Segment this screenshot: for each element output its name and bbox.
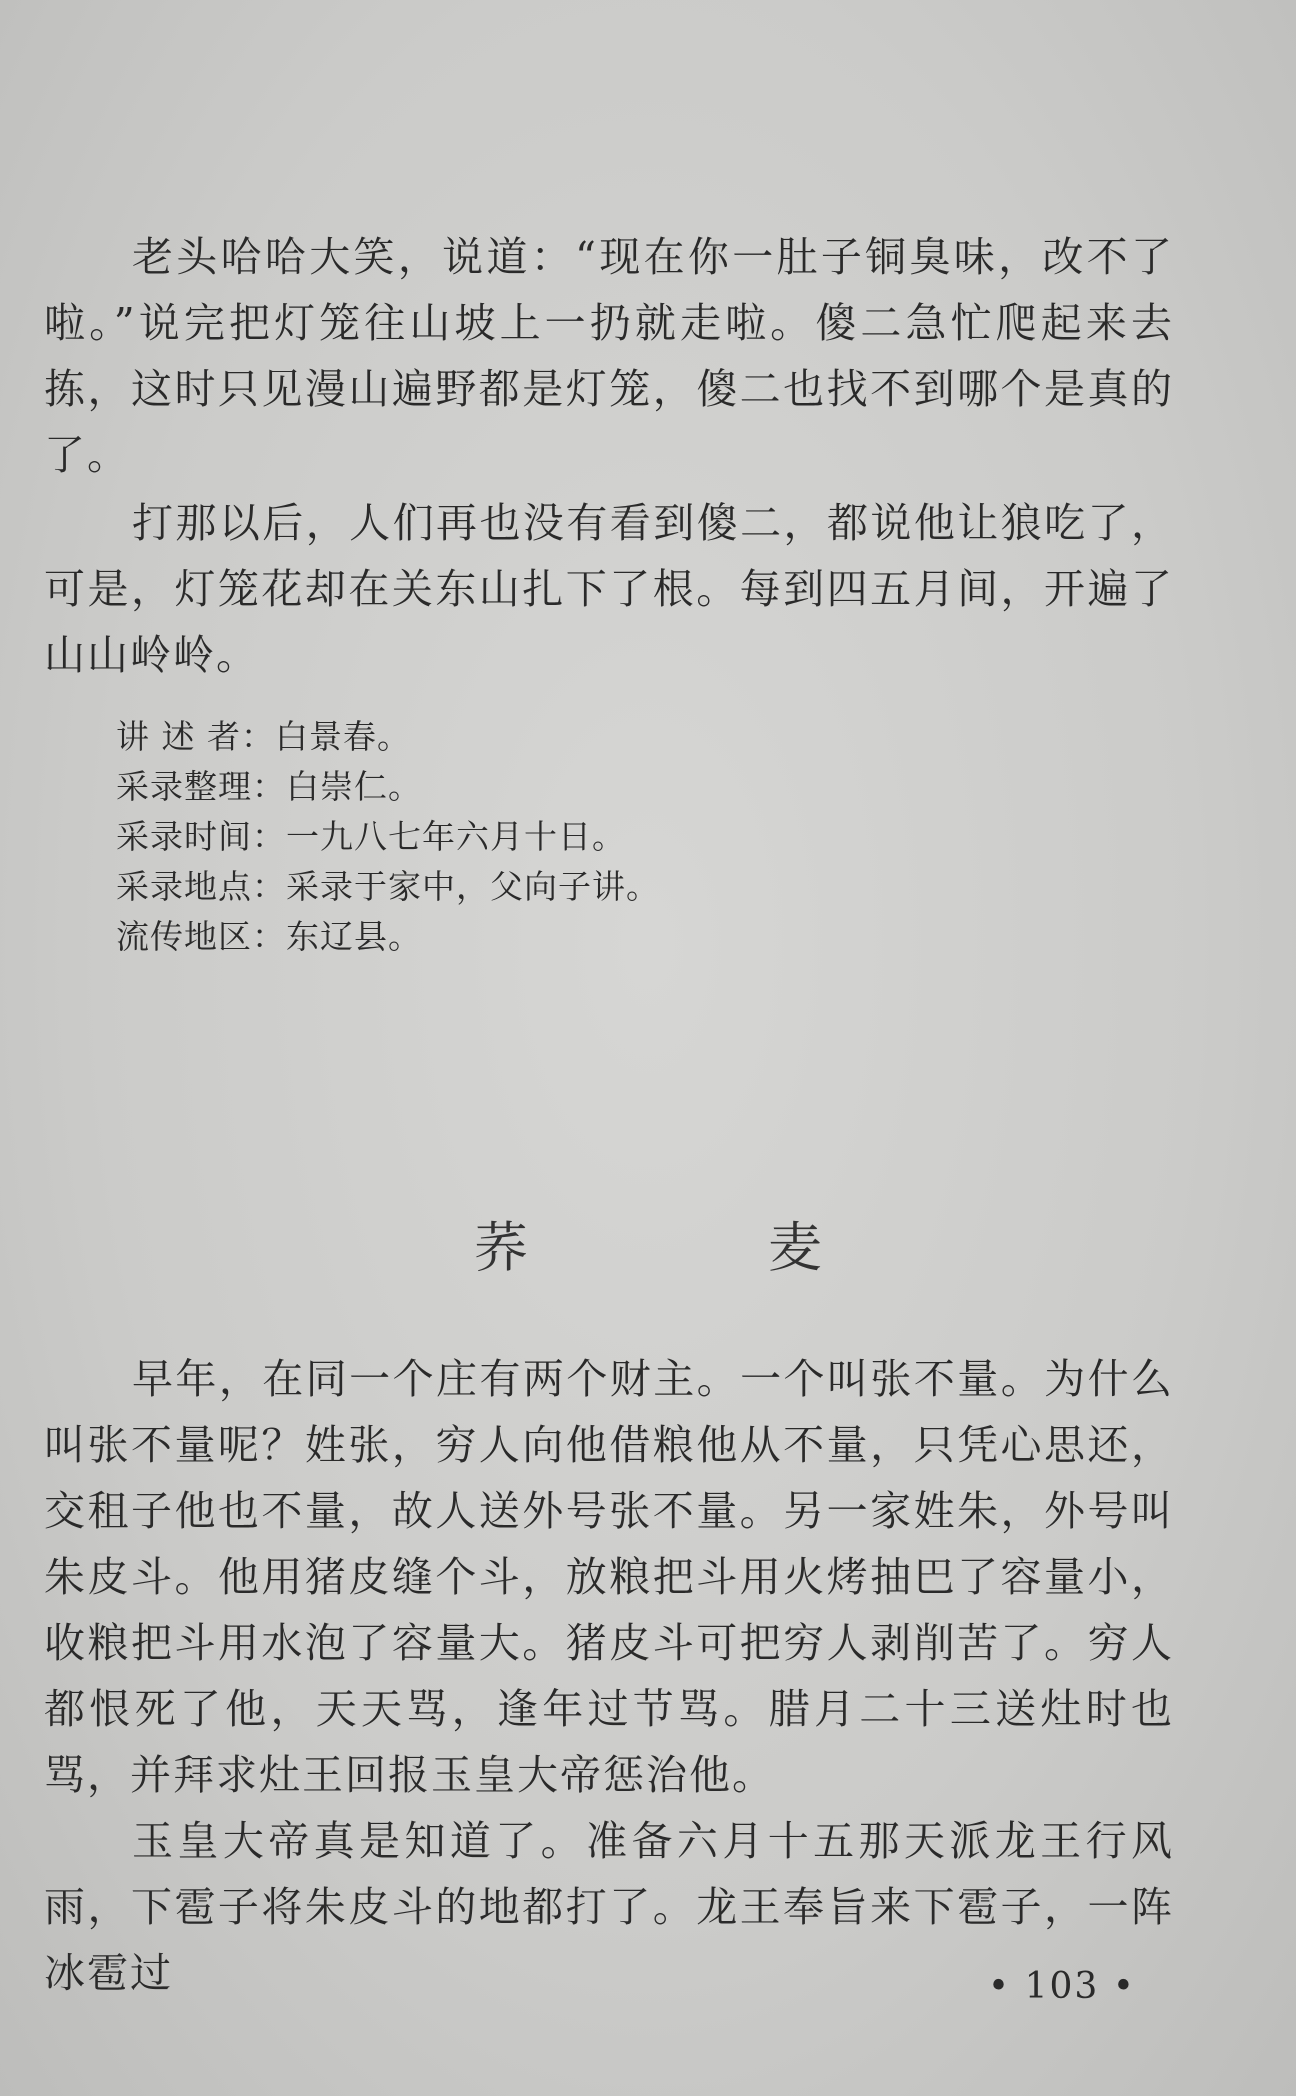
page-number: • 103 • — [987, 1966, 1136, 2007]
paragraph-ending-previous-story: 老头哈哈大笑，说道：“现在你一肚子铜臭味，改不了啦。”说完把灯笼往山坡上一扔就走啦。傻二急忙爬起来去拣，这时只见漫山遍野都是灯笼，傻二也找不到哪个是真的了。 — [44, 233, 1174, 479]
record-region: 流传地区：东辽县。 — [116, 917, 422, 956]
record-compiler: 采录整理：白崇仁。 — [116, 767, 422, 806]
story-title: 荞麦 — [474, 1216, 1062, 1279]
record-place: 采录地点：采录于家中，父向子讲。 — [116, 867, 660, 906]
record-date: 采录时间：一九八七年六月十日。 — [116, 817, 626, 856]
story-paragraph-2: 玉皇大帝真是知道了。准备六月十五那天派龙王行风雨，下雹子将朱皮斗的地都打了。龙王奉旨来下雹子，一阵冰雹过 — [44, 1817, 1174, 1997]
record-narrator: 讲 述 者：白景春。 — [116, 717, 411, 756]
record-info — [116, 712, 660, 962]
story-paragraph-1: 早年，在同一个庄有两个财主。一个叫张不量。为什么叫张不量呢？姓张，穷人向他借粮他从不量，只凭心思还，交租子他也不量，故人送外号张不量。另一家姓朱，外号叫朱皮斗。他用猪皮缝个斗，放粮把斗用火烤抽巴了容量小，收粮把斗用水泡了容量大。猪皮斗可把穷人剥削苦了。穷人都恨死了他，天天骂，逢年过节骂。腊月二十三送灶时也骂，并拜求灶王回报玉皇大帝惩治他。 — [44, 1355, 1174, 1799]
paragraph-lantern-flower: 打那以后，人们再也没有看到傻二，都说他让狼吃了，可是，灯笼花却在关东山扎下了根。每到四五月间，开遍了山山岭岭。 — [44, 499, 1174, 679]
